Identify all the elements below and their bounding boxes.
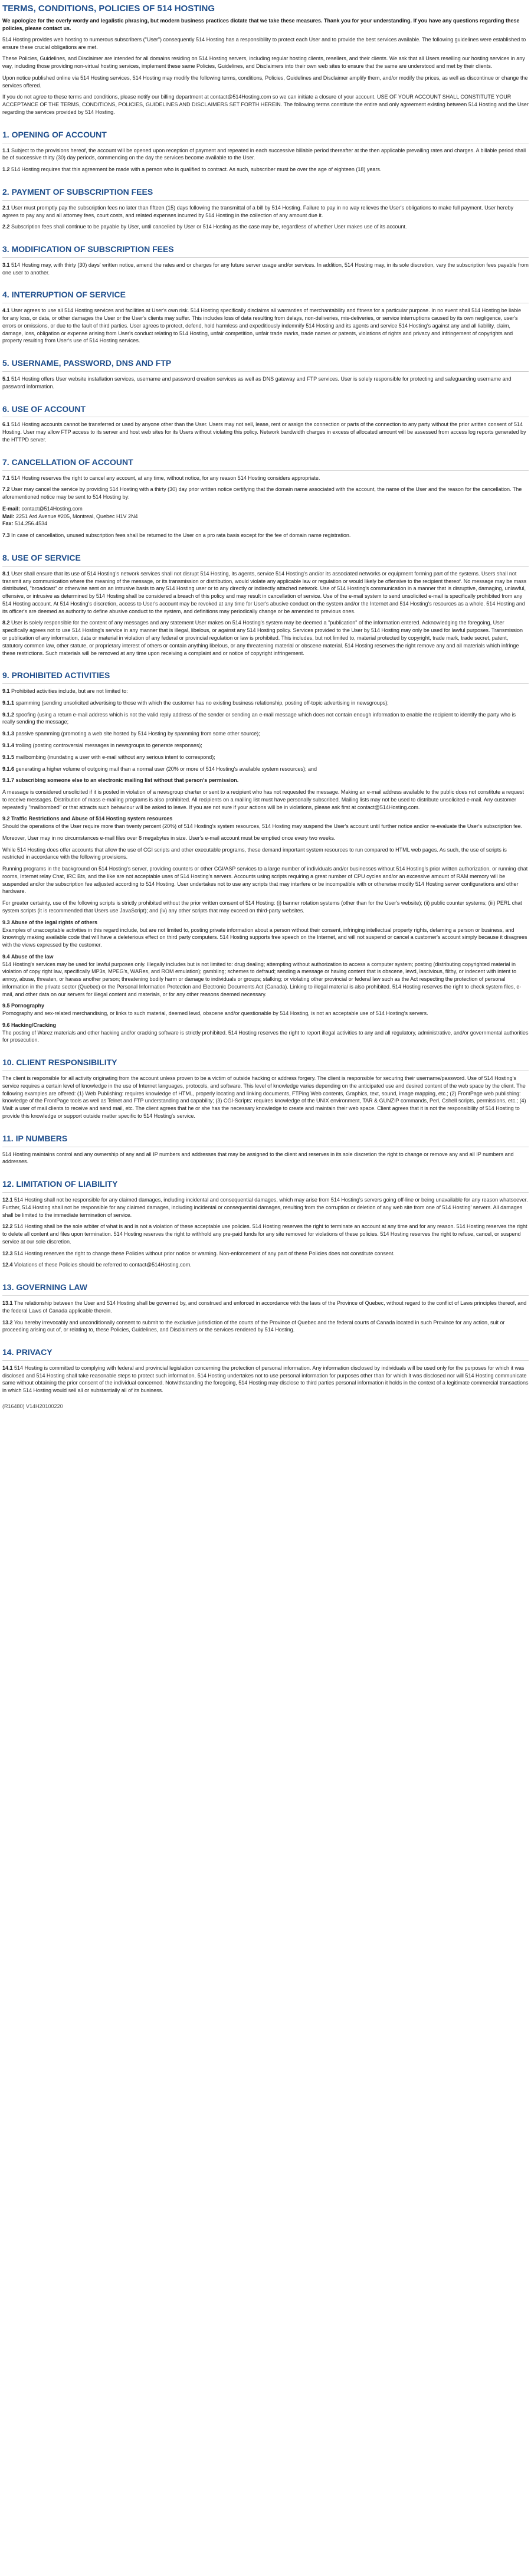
clause-text: 514 Hosting maintains control and any ownership of any and all IP numbers and addresses that may be assigned to the client and reserves in its sole discretion the right to change or remove any and all IP numbers and addresses. — [2, 1151, 514, 1165]
clause-text: subscribing someone else to an electronic mailing list without that person's permission. — [15, 777, 239, 784]
clause — [2, 777, 529, 784]
clause — [2, 619, 529, 657]
section-title: 9. PROHIBITED ACTIVITIES — [2, 670, 110, 680]
clause — [2, 261, 529, 277]
intro-paragraph: These Policies, Guidelines, and Disclaimer are intended for all domains residing on 514 Hosting servers, including regular hosting clients, resellers, and their clients. We ask that all Users reselling our hosting services in any way, including those providing non-virtual hosting services, implement these same Policies, Guidelines, and Disclaimers into their own web sites to ensure that the same are understood and met by their clients. — [2, 55, 525, 70]
clause-number: 9.2 — [2, 816, 10, 822]
section-divider — [2, 1192, 529, 1193]
clause-text: Subject to the provisions hereof, the account will be opened upon reception of payment and repeated in each successive billable period thereafter at the then applicable prevailing rates and charges. A billable period shall be of successive thirty (30) day periods, commencing on the day the services become available to the User. — [2, 147, 526, 161]
policy-section — [2, 186, 529, 231]
clause-text: 514 Hosting requires that this agreement be made with a person who is qualified to contract. As such, subscriber must be over the age of eighteen (18) years. — [11, 166, 382, 173]
clause — [2, 1261, 529, 1269]
clause — [2, 474, 529, 482]
clause-number: 9.3 — [2, 919, 10, 925]
section-divider — [2, 470, 529, 471]
clause — [2, 765, 529, 773]
clause-number: 8.1 — [2, 570, 10, 577]
policy-section — [2, 552, 529, 657]
clause-text: Prohibited activities include, but are not limited to: — [11, 688, 128, 695]
clause-number: 1.1 — [2, 147, 10, 153]
clause-text: User agrees to use all 514 Hosting services and facilities at User's own risk. 514 Hosting specifically disclaims all warranties of merchantability and fitness for a particular purpose. In no event shall 514 Hosting be liable for any loss, or data, or other damages the User or the User's clients may suffer. This includes loss of data resulting from delays, non-deliveries, mis-deliveries, or service interruptions caused by its own negligence, user's errors or omissions, or due to the fault of third parties. User agrees to protect, defend, hold harmless and expeditiously indemnify 514 Hosting and its agents and service 514 Hosting's against any and all liability, claim, damage, loss, obligation or expense arising from User's conduct relating to 514 Hosting, unfair competition, unfair trade marks, trade names or patents, violations of rights and privacy and infringement of copyrights and property resulting from User's use of 514 Hosting services. — [2, 307, 522, 344]
clause-number: 13.2 — [2, 1319, 13, 1325]
contact-value: 514.256.4534 — [15, 521, 48, 527]
clause-text: You hereby irrevocably and unconditionally consent to submit to the exclusive jurisdiction of the courts of the Province of Quebec and the federal courts of Canada located in such Province for any action, suit or proceeding arising out of, or relating to, these Policies, Guidelines, and Disclaimers or the services rendered by 514 Hosting. — [2, 1319, 505, 1333]
policy-section — [2, 1057, 529, 1120]
policy-section — [2, 358, 529, 390]
clause-number: 12.3 — [2, 1250, 13, 1256]
clause — [2, 1151, 529, 1166]
clause-text: 514 Hosting shall not be responsible for any claimed damages, including incidental and consequential damages, which may arise from 514 Hosting's servers going off-line or being unavailable for any reason whatsoever. Further, 514 Hosting shall not be responsible for any claimed damages, including incidental or consequential damages, resulting from the corruption or deletion of any web site from one of 514 Hosting' servers. All damages shall be limited to the immediate termination of service. — [2, 1197, 528, 1218]
clause-text: A message is considered unsolicited if it is posted in violation of a newsgroup charter or sent to a recipient who has not requested the message. Making an e-mail address available to the public does not constitute a request to receive messages. Distribution of mass e-mailing programs is also prohibited. All recipients on a mailing list must have personally subscribed. Mailing lists may not be used to distribute unsolicited e-mail. Any customer repeatedly "mailbombed" or that attracts such behaviour will be asked to leave. If you are not sure if your actions will be in violations, please ask first at contact@514Hosting.com. — [2, 789, 525, 810]
section-title: 5. USERNAME, PASSWORD, DNS AND FTP — [2, 358, 172, 368]
clause-number: 2.2 — [2, 224, 10, 230]
contact-label: E-mail: — [2, 505, 21, 512]
section-divider — [2, 683, 529, 684]
clause-text: 514 Hosting offers User website installation services, username and password creation services as well as DNS gateway and FTP services. User is solely responsible for protecting and safeguarding username and password information. — [2, 376, 512, 389]
clause-heading: Pornography — [11, 1003, 45, 1009]
clause-number: 7.2 — [2, 486, 10, 493]
clause — [2, 688, 529, 695]
policy-section — [2, 457, 529, 539]
clause-number: 9.4 — [2, 953, 10, 960]
clause-text: 514 Hosting reserves the right to cancel any account, at any time, without notice, for any reason 514 Hosting considers appropriate. — [11, 474, 320, 481]
clause-heading: Abuse of the law — [11, 953, 54, 960]
clause-number: 3.1 — [2, 261, 10, 268]
policy-section — [2, 244, 529, 276]
clause-text: spoofing (using a return e-mail address which is not the valid reply address of the sender or sending an e-mail message which does not contain enough information to enable the recipient to identify the party who is really sending the message; — [2, 711, 516, 725]
clause-number: 7.1 — [2, 474, 10, 481]
clause-text: Moreover, User may in no circumstances e-mail files over 8 megabytes in size. User's e-mail account must be emptied once every two weeks. — [2, 834, 336, 841]
clause — [2, 1022, 529, 1044]
clause — [2, 899, 529, 915]
clause-text: Running programs in the background on 514 Hosting's server, providing counters or other CGI/ASP services to a large number of individuals and/or businesses without 514 Hosting's prior written authorization, or running chat rooms, Internet relay Chat, IRC Bts, and the like are not acceptable uses of 514 Hosting's servers. Accounts using scripts requiring a great number of CPU cycles and/or an excessive amount of RAM memory will be suspended and/or the subscription fee adjusted according to 514 Hosting. User undertakes not to use any scripts that may interfere or be incompatible with or otherwise modify 514 Hosting server configurations and other hardware. — [2, 866, 528, 895]
clause-number: 7.3 — [2, 532, 10, 539]
section-divider — [2, 257, 529, 258]
clause — [2, 1075, 529, 1120]
clause-number: 6.1 — [2, 421, 10, 428]
contact-label: Fax: — [2, 521, 14, 527]
policy-section — [2, 289, 529, 345]
policy-section — [2, 1179, 529, 1269]
section-title: 2. PAYMENT OF SUBSCRIPTION FEES — [2, 186, 153, 197]
clause — [2, 865, 529, 895]
page-title: TERMS, CONDITIONS, POLICIES OF 514 HOSTING — [2, 4, 215, 14]
clause — [2, 919, 529, 949]
clause-text: User is solely responsible for the content of any messages and any statement User makes on 514 Hosting's system may be deemed a "publication" of the information entered. Acknowledging the foregoing, User specifically agrees not to use 514 Hosting's service in any manner that is illegal, libelous, or against any 514 Hosting policy. Services provided to the User by 514 Hosting may only be used for lawful purposes. Transmission or publication of any information, data or material in violation of any federal or provincial regulation or law is prohibited. This includes, but not limited to, material protected by copyright, trade mark, trade secret, patent, statutory common law, other statute, or proprietary interest of others or contain anything libelous, or any threatening material or obscene material. 514 Hosting reserves the right remove any and all materials which infringe these restrictions. Such materials will be removed at any time upon receiving a complaint and or notice of copyright infringement. — [2, 620, 523, 656]
clause — [2, 223, 529, 231]
clause-text: Examples of unacceptable activities in this regard include, but are not limited to, posting private information about a person without their consent, infringing intellectual property rights, defaming a person or business, and knowingly making available code that will have a deleterious effect on third party computers. 514 Hosting supports free speech on the Internet, and will not suspend or cancel a customer's account simply because it disagrees with the views expressed by the customer. — [2, 927, 527, 948]
clause-text: generating a higher volume of outgoing mail than a normal user (20% or more of 514 Hosting's available system resources); and — [15, 765, 317, 772]
clause-text: trolling (posting controversial messages in newsgroups to generate responses); — [15, 742, 202, 748]
section-divider — [2, 1295, 529, 1296]
clause — [2, 834, 529, 842]
policy-sections — [2, 129, 529, 1395]
clause-text: 514 Hosting's services may be used for lawful purposes only. Illegally includes but is not limited to: drug dealing; attempting without authorization to access a computer system; posting (distributing copyrighted material in violation of copy right law, specifically MP3s, MPEG's, WARes, and ROM emulation); gambling; schemes to defraud; sending a message or having content that is obscene, lewd, lascivious, filthy, or indecent with intent to annoy, abuse, threaten, or harass another person; threatening bodily harm or damage to individuals or groups; stalking; or violating other provincial or federal law such as the Act respecting the protection of personal information in the private sector (Quebec) or the Personal Information Protection and Electronic Documents Act (Canada). Linking to illegal material is also prohibited. 514 Hosting reserves the right to check system files, e-mail, and other data on our servers for illegal content and materials, or for any other reasons deemed necessary. — [2, 961, 522, 997]
clause-number: 9.5 — [2, 1003, 10, 1009]
clause — [2, 1250, 529, 1258]
section-title: 13. GOVERNING LAW — [2, 1282, 87, 1292]
clause-number: 12.2 — [2, 1223, 13, 1230]
footer-code: (R16480) V14H20100220 — [2, 1403, 63, 1409]
section-divider — [2, 1360, 529, 1361]
section-divider — [2, 371, 529, 372]
clause-number: 9.1 — [2, 688, 10, 695]
clause-number: 9.1.5 — [2, 754, 15, 760]
clause-text: passive spamming (promoting a web site hosted by 514 Hosting by spamming from some other source); — [15, 731, 260, 737]
clause-text: Pornography and sex-related merchandising, or links to such material, deemed lewd, obscene and/or questionable by 514 Hosting, is not an acceptable use of 514 Hosting's servers. — [2, 1010, 428, 1017]
clause — [2, 699, 529, 707]
intro-paragraph: If you do not agree to these terms and conditions, please notify our billing department at contact@514Hosting.com so we can initiate a closure of your account. USE OF YOUR ACCOUNT SHALL CONSTITUTE YOUR ACCEPTANCE OF THE TERMS, CONDITIONS, POLICIES, GUIDELINES AND DISCLAIMERS SET FORTH HEREIN. The following terms constitute the entire and only agreement existing between 514 Hosting and the User regarding the services provided by 514 Hosting. — [2, 94, 529, 115]
clause — [2, 815, 529, 830]
policy-section — [2, 670, 529, 1044]
clause-number: 9.1.1 — [2, 699, 15, 706]
clause — [2, 1223, 529, 1245]
clause-text: While 514 Hosting does offer accounts that allow the use of CGI scripts and other executable programs, these demand important system resources to run compared to HTML web pages. As such, the use of scripts is restricted in accordance with the following provisions. — [2, 846, 507, 860]
clause-text: In case of cancellation, unused subscription fees shall be returned to the User on a pro rata basis except for the fee of domain name registration. — [11, 532, 351, 539]
clause — [2, 166, 529, 174]
clause-heading: Hacking/Cracking — [11, 1022, 57, 1028]
contact-email-link[interactable]: contact@514Hosting.com — [21, 505, 83, 512]
clause-text: For greater certainty, use of the following scripts is strictly prohibited without the prior written consent of 514 Hosting: (i) banner rotation systems (other than for the User's website); (ii) public counter systems; (iii) PERL chat system scripts (it is recommended that Users use JavaScript); and (iv) any other scripts that may exceed on third-party websites. — [2, 900, 522, 914]
clause-text: The posting of Warez materials and other hacking and/or cracking software is strictly prohibited. 514 Hosting reserves the right to report illegal activities to any and all regulatory, administrative, and/or governmental authorities for prosecution. — [2, 1029, 529, 1043]
intro-paragraph: 514 Hosting provides web hosting to numerous subscribers ("User") consequently 514 Hosting has a responsibility to protect each User and to provide the best services available. The following guidelines were established to ensure these crucial obligations are met. — [2, 36, 526, 50]
section-title: 10. CLIENT RESPONSIBILITY — [2, 1058, 117, 1068]
clause-text: 514 Hosting is committed to complying with federal and provincial legislation concerning the protection of personal information. Any information disclosed by individuals will be used only for the purposes for which it was disclosed and 514 Hosting shall take reasonable steps to protect such information. 514 Hosting undertakes not to use personal information for purposes other than for which it was disclosed nor will 514 Hosting communicate same without obtaining the prior consent of the individual concerned. Notwithstanding the foregoing, 514 Hosting may disclose to third parties personal information it holds in the context of a legitimate commercial transactions in which 514 Hosting would sell all or substantially all of its business. — [2, 1364, 529, 1394]
policy-section — [2, 404, 529, 444]
clause-number: 9.1.3 — [2, 731, 15, 737]
intro-paragraphs — [2, 36, 529, 116]
clause — [2, 730, 529, 738]
policy-section — [2, 1133, 529, 1166]
clause — [2, 788, 529, 811]
clause-heading: Traffic Restrictions and Abuse of 514 Hosting system resources — [11, 816, 173, 822]
section-title: 7. CANCELLATION OF ACCOUNT — [2, 457, 133, 467]
clause-text: 514 Hosting accounts cannot be transferred or used by anyone other than the User. Users may not sell, lease, rent or assign the connection or parts of the connection to any party without the prior written consent of 514 Hosting. User may allow FTP access to its server and host web sites for its Users without violating this policy. Network bandwidth charges in excess of allocated amount will be assessed from access log reports generated by the HTTPD server. — [2, 421, 526, 443]
clause — [2, 570, 529, 616]
contact-value: 2251 Ard Avenue #205, Montreal, Quebec H1V 2N4 — [16, 513, 138, 519]
section-title: 12. LIMITATION OF LIABILITY — [2, 1179, 118, 1189]
clause-text: spamming (sending unsolicited advertising to those with which the customer has no existing business relationship, posting off-topic advertising in newsgroups); — [15, 699, 389, 706]
section-title: 4. INTERRUPTION OF SERVICE — [2, 290, 126, 300]
clause-number: 13.1 — [2, 1300, 13, 1306]
clause — [2, 742, 529, 749]
clause-number: 12.4 — [2, 1262, 13, 1268]
contact-label: Mail: — [2, 513, 15, 519]
section-title: 6. USE OF ACCOUNT — [2, 404, 86, 414]
clause-text: User must promptly pay the subscription fees no later than fifteen (15) days following the transmittal of a bill by 514 Hosting. Failure to pay in no way relieves the User's obligations to make full payment. User hereby agrees to pay any and all attorney fees, court costs, and related expenses incurred by 514 Hosting in the collection of any amount due it. — [2, 204, 514, 218]
section-title: 14. PRIVACY — [2, 1347, 53, 1357]
intro-notice: We apologize for the overly wordy and legalistic phrasing, but modern business practices dictate that we take these measures. Thank you for your understanding. If you have any questions regarding these policies, please contact us. — [2, 18, 520, 32]
clause — [2, 204, 529, 220]
clause — [2, 711, 529, 726]
clause — [2, 846, 529, 862]
section-title: 8. USE OF SERVICE — [2, 552, 81, 562]
clause-text: mailbombing (inundating a user with e-mail without any serious intent to correspond); — [15, 754, 215, 760]
clause — [2, 1300, 529, 1315]
intro-paragraph: Upon notice published online via 514 Hosting services, 514 Hosting may modify the following terms, conditions, Policies, Guidelines and Disclaimer amplify them, and/or modify the prices, as well as discontinue or change the services offered. — [2, 74, 528, 89]
contact-line — [2, 520, 529, 528]
clause-text: 514 Hosting shall be the sole arbiter of what is and is not a violation of these acceptable use policies. 514 Hosting reserves the right to terminate an account at any time and for any reason. 514 Hosting reserves the right to delete all content and files upon termination. 514 Hosting reserves the right to withhold any pre-paid funds for any site removed for violations of these policies. 514 Hosting reserves the right to refuse, cancel, or suspend service at our sole discretion. — [2, 1223, 527, 1245]
clause-text: User shall ensure that its use of 514 Hosting's network services shall not disrupt 514 Hosting, its agents, service 514 Hosting's and/or its associated networks or equipment forming part of the systems. Users shall not transmit any communication where the meaning of the message, or its transmission or distribution, would violate any applicable law or regulation or would likely be offensive to the recipient thereof. No message may be mass distributed, "broadcast" or otherwise sent on an intrusive basis to any 514 Hosting user or to any directly or indirectly attached network. Use of 514 Hosting's communication in a manner that is disruptive, damaging, unlawful, offensive, or intrusive as determined by 514 Hosting shall be considered a breach of this policy and may result in cancellation of service. Use of the e-mail system to send unsolicited e-mail is specifically prohibited from any 514 Hosting account. At 514 Hosting's discretion, access to User's account may be revoked at any time for User's abusive conduct on the system and/or the Internet and 514 Hosting's resources as a whole. 514 Hosting and its officer's are deemed as authority to define abusive conduct to the system, and definitions may periodically change or be amended to previous ones. — [2, 570, 527, 614]
intro — [2, 17, 529, 116]
clause — [2, 953, 529, 999]
clause-number: 4.1 — [2, 307, 10, 314]
clause — [2, 421, 529, 443]
contact-details — [2, 505, 529, 528]
clause — [2, 147, 529, 162]
clause-number: 9.6 — [2, 1022, 10, 1028]
clause-number: 9.1.4 — [2, 742, 15, 748]
policy-section — [2, 1282, 529, 1334]
clause-number: 12.1 — [2, 1197, 13, 1203]
clause-heading: Abuse of the legal rights of others — [11, 919, 98, 925]
clause-text: Should the operations of the User require more than twenty percent (20%) of 514 Hosting's system resources, 514 Hosting may suspend the User's account until further notice and/or re-evaluate the User's subscription fee. — [2, 823, 523, 830]
clause-number: 1.2 — [2, 166, 10, 173]
contact-line — [2, 513, 529, 521]
clause — [2, 307, 529, 345]
clause — [2, 1196, 529, 1219]
clause-number: 5.1 — [2, 376, 10, 382]
section-title: 1. OPENING OF ACCOUNT — [2, 129, 107, 139]
section-divider — [2, 566, 529, 567]
section-divider — [2, 200, 529, 201]
clause — [2, 1002, 529, 1017]
clause — [2, 1364, 529, 1395]
policy-section — [2, 1347, 529, 1395]
clause-number: 8.2 — [2, 620, 10, 626]
clause-text: The client is responsible for all activity originating from the account unless proven to be a victim of outside hacking or address forgery. The client is responsible for securing their username/password. Use of 514 Hosting's service requires a certain level of knowledge in the use of Internet languages, protocols, and software. This level of knowledge varies depending on the anticipated use and desired content of the web space by the client. The following examples are offered: (1) Web Publishing: requires knowledge of HTML, properly locating and linking documents, FTPing Web contents, Graphics, text, sound, image mapping, etc.; (2) FrontPage web publishing: knowledge of the FrontPage tools as well as Telnet and FTP understanding and capability; (3) CGI-Scripts: requires knowledge of the UNIX environment, TAR & GUNZIP commands, Perl, CshelI scripts, permissions, etc.; (4) Mail: a user of mail clients to receive and send mail, etc. The client agrees that he or she has the necessary knowledge to create and maintain their web space. Client agrees that it is not the responsibility of 514 Hosting to provide this knowledge or support outside matter specific to 514 Hosting's service. — [2, 1075, 526, 1119]
clause — [2, 375, 529, 391]
clause-number: 9.1.6 — [2, 765, 15, 772]
policy-section — [2, 129, 529, 174]
clause-text: Subscription fees shall continue to be payable by User, until cancelled by User or 514 Hosting as the case may be, regardless of whether User makes use of its account. — [11, 224, 407, 230]
clause-text: 514 Hosting may, with thirty (30) days' written notice, amend the rates and or charges for any future server usage and/or services. In addition, 514 Hosting may, in its sole discretion, vary the subscription fees payable from one user to another. — [2, 261, 529, 276]
clause — [2, 754, 529, 761]
clause-text: User may cancel the service by providing 514 Hosting with a thirty (30) day prior written notice certifying that the domain name associated with the account, the name of the User and the reason for the cancellation. The aforementioned notice may be sent to 514 Hosting by: — [2, 486, 522, 500]
clause-text: The relationship between the User and 514 Hosting shall be governed by, and construed and enforced in accordance with the laws of the Province of Quebec, without regard to the conflict of Laws principles thereof, and the federal Laws of Canada applicable therein. — [2, 1300, 527, 1314]
clause-number: 9.1.2 — [2, 711, 15, 718]
clause-text: Violations of these Policies should be referred to contact@514Hosting.com. — [14, 1262, 192, 1268]
clause-number: 2.1 — [2, 204, 10, 211]
clause-number: 9.1.7 — [2, 777, 15, 784]
clause — [2, 532, 529, 539]
clause-number: 14.1 — [2, 1364, 13, 1371]
clause-text: 514 Hosting reserves the right to change these Policies without prior notice or warning. Non-enforcement of any part of these Policies does not constitute consent. — [14, 1250, 395, 1256]
contact-line — [2, 505, 529, 513]
section-title: 11. IP NUMBERS — [2, 1133, 68, 1143]
clause — [2, 1319, 529, 1334]
clause — [2, 486, 529, 501]
section-title: 3. MODIFICATION OF SUBSCRIPTION FEES — [2, 244, 174, 254]
